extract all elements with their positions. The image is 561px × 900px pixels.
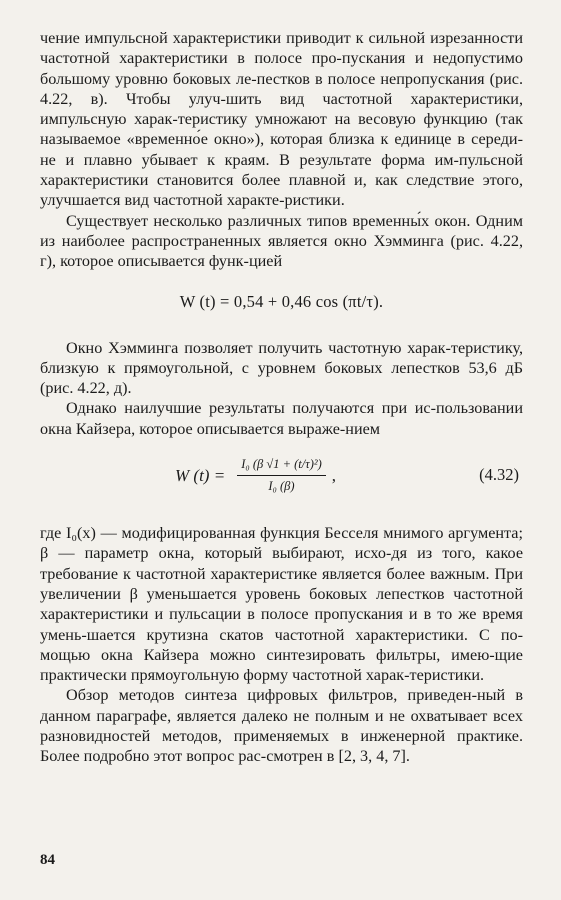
formula-kaiser-lhs: W (t) = bbox=[175, 465, 226, 485]
paragraph-continuation: чение импульсной характеристики приводит к сильной изрезанности частотной характеристики в полосе про-пускания и недопустимо большому уровню боковых ле-пестков в полосе непропускания (рис. 4.22, в). Чтобы улуч-шить вид частотной характеристики, импульсную харак-теристику умножают на весовую функцию (так называемое «временно́е окно»), которая близка к единице в середи-не и плавно убывает к краям. В результате форма им-пульсной характеристики становится более плавной и, как следствие этого, улучшается вид частотной характе-ристики. bbox=[40, 29, 523, 210]
paragraph-window-types: Существует несколько различных типов временны́х окон. Одним из наиболее распространенных является окно Хэмминга (рис. 4.22, г), которое описывается функ-цией bbox=[40, 211, 523, 271]
formula-kaiser-denominator: I₀ (β) bbox=[268, 479, 295, 494]
paragraph-kaiser-intro: Однако наилучшие результаты получаются при ис-пользовании окна Кайзера, которое описывается выраже-нием bbox=[40, 399, 523, 438]
page-number: 84 bbox=[40, 852, 55, 868]
paragraph-kaiser-explanation: где I₀(x) — модифицированная функция Бесселя мнимого аргумента; β — параметр окна, который выбирают, исхо-дя из того, какое требование к частотной характеристике является более важным. При увеличении β уменьшается уровень боковых лепестков частотной характеристики и пульсации в полосе пропускания и в то же время умень-шается крутизна скатов частотной характеристики. С по-мощью окна Кайзера можно синтезировать фильтры, имею-щие практически прямоугольную форму частотной харак-теристики. bbox=[40, 524, 523, 685]
paragraph-hamming-result: Окно Хэмминга позволяет получить частотную харак-теристику, близкую к прямоугольной, с уровнем боковых лепестков 53,6 дБ (рис. 4.22, д). bbox=[40, 338, 523, 398]
formula-hamming: W (t) = 0,54 + 0,46 cos (πt/τ). bbox=[179, 291, 384, 311]
formula-kaiser-numerator: I₀ (β √1 + (t/τ)²) bbox=[241, 457, 322, 472]
formula-kaiser bbox=[40, 449, 523, 509]
paragraph-summary: Обзор методов синтеза цифровых фильтров, приведен-ный в данном параграфе, является далеко не полным и не охватывает всех разновидностей методов, применяемых в инженерной практике. Более подробно этот вопрос рас-смотрен в [2, 3, 4, 7]. bbox=[40, 686, 523, 766]
equation-number: (4.32) bbox=[479, 465, 519, 485]
formula-kaiser-trail: , bbox=[331, 465, 337, 485]
formula-kaiser-fraction bbox=[237, 457, 326, 494]
